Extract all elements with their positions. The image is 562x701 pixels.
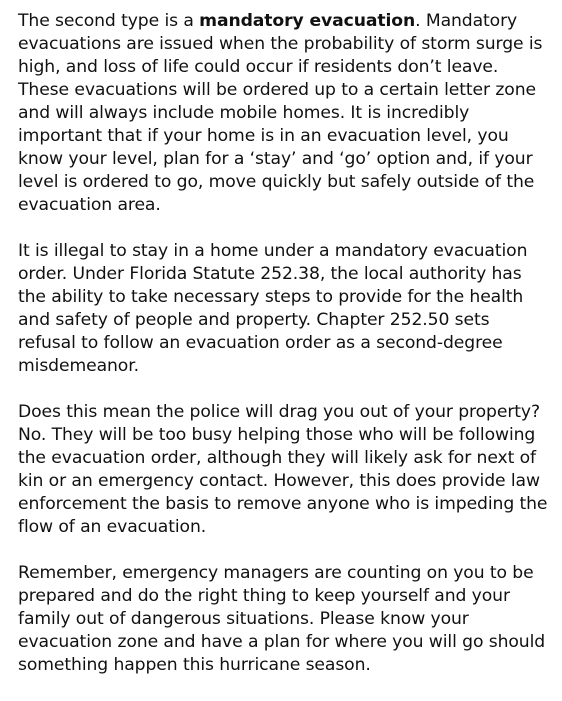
paragraph-illegal-to-stay: It is illegal to stay in a home under a mandatory evacuation order. Under Florida Statute 252.38, the local authority has the ability to take necessary steps to provide for the health and safety of people and property. Chapter 252.50 sets refusal to follow an evacuation order as a second-degree misdemeanor. bbox=[18, 241, 528, 376]
paragraph-1-lead: The second type is a bbox=[18, 11, 200, 31]
paragraph-remember: Remember, emergency managers are counting on you to be prepared and do the right thing to keep yourself and your family out of dangerous situations. Please know your evacuation zone and have a plan for where you will go should something happen this hurricane season. bbox=[18, 563, 546, 675]
paragraph-mandatory-evacuation bbox=[18, 10, 548, 217]
paragraph-1-rest: . Mandatory evacuations are issued when the probability of storm surge is high, and loss of life could occur if residents don’t leave. These evacuations will be ordered up to a certain letter zone and will always include mobile homes. It is incredibly important that if your home is in an evacuation level, you know your level, plan for a ‘stay’ and ‘go’ option and, if your level is ordered to go, move quickly but safely outside of the evacuation area. bbox=[18, 11, 543, 215]
mandatory-evacuation-term: mandatory evacuation bbox=[199, 11, 416, 31]
paragraph-police: Does this mean the police will drag you out of your property? No. They will be too busy helping those who will be following the evacuation order, although they will likely ask for next of kin or an emergency contact. However, this does provide law enforcement the basis to remove anyone who is impeding the flow of an evacuation. bbox=[18, 402, 548, 537]
